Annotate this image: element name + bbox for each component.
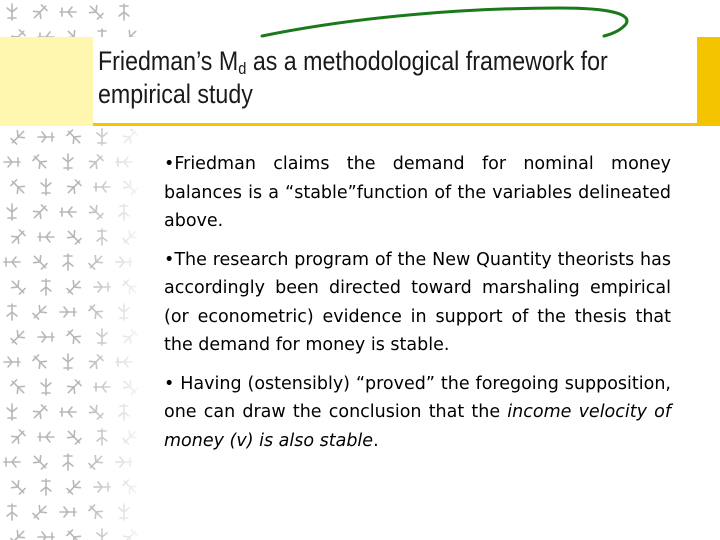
bullet-marker: • <box>164 373 181 394</box>
title-subscript: d <box>238 59 247 78</box>
bullet-text: Having (ostensibly) “proved” the foregoing supposition, one can draw the conclusion that the <box>164 373 671 422</box>
bullet-marker: • <box>164 154 175 174</box>
pattern-fade <box>86 130 146 540</box>
slide-title <box>98 45 695 111</box>
bullet-list <box>164 150 671 465</box>
bullet-item-2 <box>164 246 671 360</box>
title-text-rest: as a methodological framework for empirical study <box>98 46 608 109</box>
bullet-item-3 <box>164 370 671 456</box>
bullet-text-end: . <box>373 430 379 451</box>
bullet-text: The research program of the New Quantity theorists has accordingly been directed toward marshaling empirical (or econometric) evidence in support of the thesis that the demand for money is stable. <box>164 249 671 355</box>
bullet-marker: • <box>164 249 175 270</box>
bullet-text: Friedman claims the demand for nominal money balances is a “stable”function of the variables delineated above. <box>164 154 671 231</box>
title-text-main: Friedman’s M <box>98 46 239 76</box>
bullet-item-1 <box>164 150 671 236</box>
bullet-emphasis: income velocity of money (v) is also stable <box>164 402 671 451</box>
